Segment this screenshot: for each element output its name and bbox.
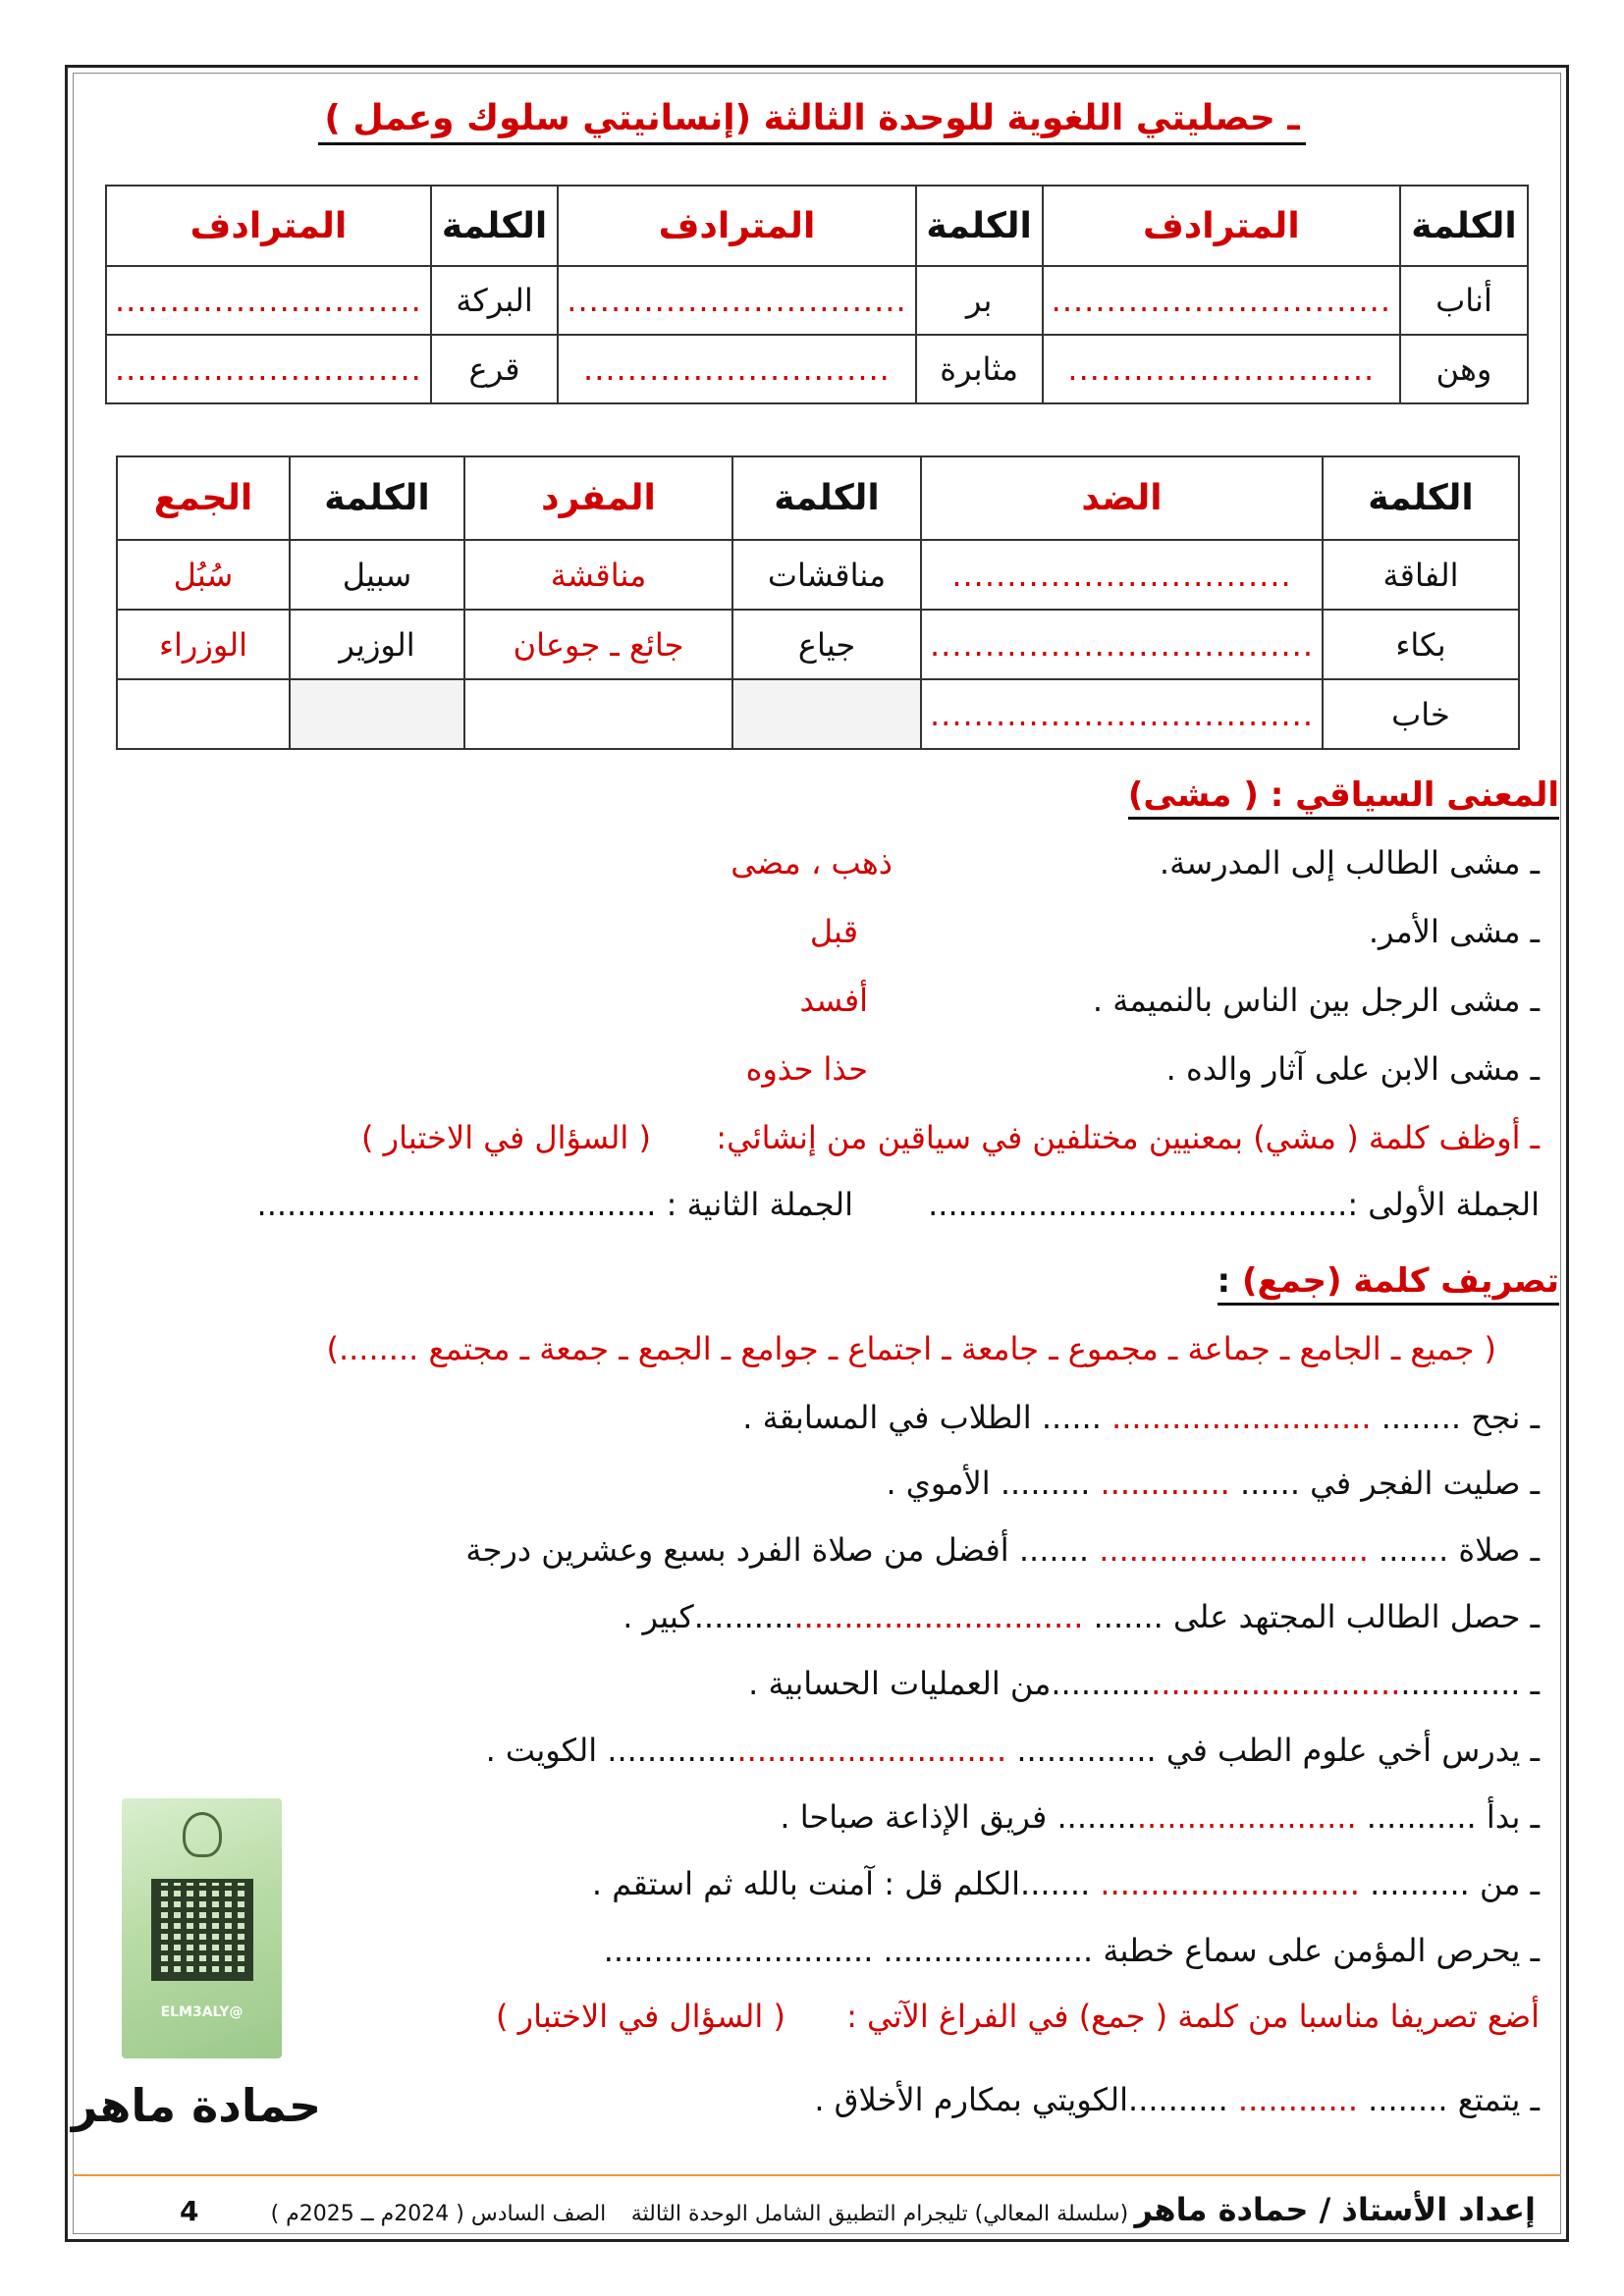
table-cell: خاب <box>1323 679 1519 749</box>
qr-code-icon[interactable] <box>151 1879 253 1981</box>
table-row <box>106 266 1528 335</box>
footer-grade: الصف السادس ( 2024م ــ 2025م ) <box>270 2202 607 2226</box>
header-synonym: المترادف <box>1043 186 1400 266</box>
table-cell: الوزير <box>290 610 464 679</box>
table-header-row <box>106 186 1528 266</box>
table-cell: الفاقة <box>1323 540 1519 610</box>
answer-cell: الوزراء <box>117 610 290 679</box>
context-answer: حذا حذوه <box>745 1050 868 1088</box>
blank-cell[interactable]: ................................... <box>921 679 1323 749</box>
qr-card[interactable] <box>122 1798 282 2058</box>
context-heading-word: : ( مشى) <box>1127 775 1284 815</box>
exam-note: ( السؤال في الاختبار ) <box>496 1998 785 2035</box>
exam-note: ( السؤال في الاختبار ) <box>361 1119 651 1156</box>
context-task-text: ـ أوظف كلمة ( مشي) بمعنيين مختلفين في سياقين من إنشائي: <box>716 1119 1540 1156</box>
header-synonym: المترادف <box>558 186 915 266</box>
table-cell: مناقشات <box>732 540 921 610</box>
blank-cell[interactable]: ............................ <box>558 335 915 403</box>
header-word: الكلمة <box>732 456 921 540</box>
table-cell: قرع <box>431 335 558 403</box>
fill-blank-sentence[interactable]: ـ نجح ........ .......................... ...... الطلاب في المسابقة . <box>742 1399 1540 1436</box>
header-singular: المفرد <box>464 456 732 540</box>
empty-cell <box>290 679 464 749</box>
blank-cell[interactable]: ............................... <box>921 540 1323 610</box>
empty-cell <box>464 679 732 749</box>
fill-blank-sentence[interactable]: ـ ...............................................من العمليات الحسابية . <box>748 1665 1540 1702</box>
header-word: الكلمة <box>916 186 1043 266</box>
page-number: 4 <box>180 2195 199 2227</box>
table-cell: البركة <box>431 266 558 335</box>
page-title: ـ حصليتي اللغوية للوحدة الثالثة (إنسانيتي سلوك وعمل ) <box>0 98 1624 138</box>
conjugation-heading: تصريف كلمة (جمع) : <box>1218 1261 1559 1306</box>
footer-author: إعداد الأستاذ / حمادة ماهر <box>1134 2191 1536 2228</box>
context-heading: المعنى السياقي : ( مشى) <box>1128 775 1559 820</box>
table-row <box>117 679 1519 749</box>
table-header-row <box>117 456 1519 540</box>
context-task <box>716 1119 1540 1156</box>
table-cell: مثابرة <box>916 335 1043 403</box>
header-synonym: المترادف <box>106 186 431 266</box>
table-cell: بر <box>916 266 1043 335</box>
sentence-one-field[interactable]: الجملة الأولى :.......................................... <box>928 1186 1540 1223</box>
table-row <box>117 540 1519 610</box>
table-cell: جياع <box>732 610 921 679</box>
table-cell: سبيل <box>290 540 464 610</box>
blank-cell[interactable]: ............................... <box>1043 266 1400 335</box>
blank-cell[interactable]: ................................... <box>921 610 1323 679</box>
context-answer: ذهب ، مضى <box>731 844 893 881</box>
word-forms-list: ( جميع ـ الجامع ـ جماعة ـ مجموع ـ جامعة ـ اجتماع ـ جوامع ـ الجمع ـ جمعة ـ مجتمع ........) <box>326 1330 1496 1367</box>
context-sentence: ـ مشى الرجل بين الناس بالنميمة . <box>1092 982 1540 1019</box>
table-row <box>117 610 1519 679</box>
footer <box>271 2191 1536 2228</box>
fill-blank-sentence[interactable]: ـ حصل الطالب المجتهد على ....... .......................................كبير . <box>623 1598 1540 1635</box>
context-answer: أفسد <box>799 982 868 1019</box>
header-word: الكلمة <box>1400 186 1528 266</box>
header-word: الكلمة <box>290 456 464 540</box>
author-signature: حمادة ماهر <box>71 2079 322 2132</box>
context-sentence: ـ مشى الابن على آثار والده . <box>1165 1050 1540 1088</box>
antonyms-table <box>116 455 1520 750</box>
header-plural: الجمع <box>117 456 290 540</box>
blank-cell[interactable]: ............................ <box>106 335 431 403</box>
footer-series: (سلسلة المعالي) تليجرام التطبيق الشامل الوحدة الثالثة <box>630 2202 1129 2226</box>
blank-cell[interactable]: ............................ <box>106 266 431 335</box>
fill-blank-sentence[interactable]: ـ بدأ ........... .............................. فريق الإذاعة صباحا . <box>780 1798 1540 1836</box>
table-row <box>106 335 1528 403</box>
blank-cell[interactable]: ............................ <box>1043 335 1400 403</box>
footer-divider <box>73 2174 1561 2176</box>
sentence-two-field[interactable]: الجملة الثانية : ........................................ <box>256 1186 853 1223</box>
synonyms-table <box>105 185 1529 404</box>
context-sentence: ـ مشى الطالب إلى المدرسة. <box>1159 844 1540 881</box>
fill-blank-sentence[interactable]: ـ من .......... .......................... .......الكلم قل : آمنت بالله ثم استقم . <box>591 1865 1540 1902</box>
table-cell: بكاء <box>1323 610 1519 679</box>
fill-blank-sentence[interactable]: ـ يتمتع ........ ............ ..........الكويتي بمكارم الأخلاق . <box>814 2081 1540 2118</box>
social-handle: @ELM3ALY <box>160 2004 244 2020</box>
heading-colon: : <box>1217 1261 1231 1301</box>
header-word: الكلمة <box>431 186 558 266</box>
answer-cell: مناقشة <box>464 540 732 610</box>
fill-blank-sentence[interactable]: ـ صليت الفجر في ...... ............. ......... الأموي . <box>886 1465 1540 1502</box>
blank-cell[interactable]: ............................... <box>558 266 915 335</box>
table-cell: وهن <box>1400 335 1528 403</box>
fill-blank-sentence[interactable]: ـ يدرس أخي علوم الطب في .............. ........................................ الكويت . <box>485 1732 1540 1769</box>
answer-cell: سُبُل <box>117 540 290 610</box>
answer-cell: جائع ـ جوعان <box>464 610 732 679</box>
fill-blank-sentence[interactable]: ـ صلاة ....... ........................... ....... أفضل من صلاة الفرد بسبع وعشرين درجة <box>465 1531 1540 1569</box>
empty-cell <box>732 679 921 749</box>
conjugation-task <box>846 1998 1540 2035</box>
context-answer: قبل <box>809 913 858 950</box>
fill-blank-sentence[interactable]: ـ يحرص المؤمن على سماع خطبة ..................... ........................... <box>603 1932 1540 1969</box>
conjugation-task-text: أضع تصريفا مناسبا من كلمة ( جمع) في الفراغ الآتي : <box>846 1998 1540 2035</box>
empty-cell <box>117 679 290 749</box>
header-word: الكلمة <box>1323 456 1519 540</box>
context-sentence: ـ مشى الأمر. <box>1368 913 1540 950</box>
header-antonym: الضد <box>921 456 1323 540</box>
logo-emblem-icon <box>183 1812 222 1857</box>
table-cell: أناب <box>1400 266 1528 335</box>
